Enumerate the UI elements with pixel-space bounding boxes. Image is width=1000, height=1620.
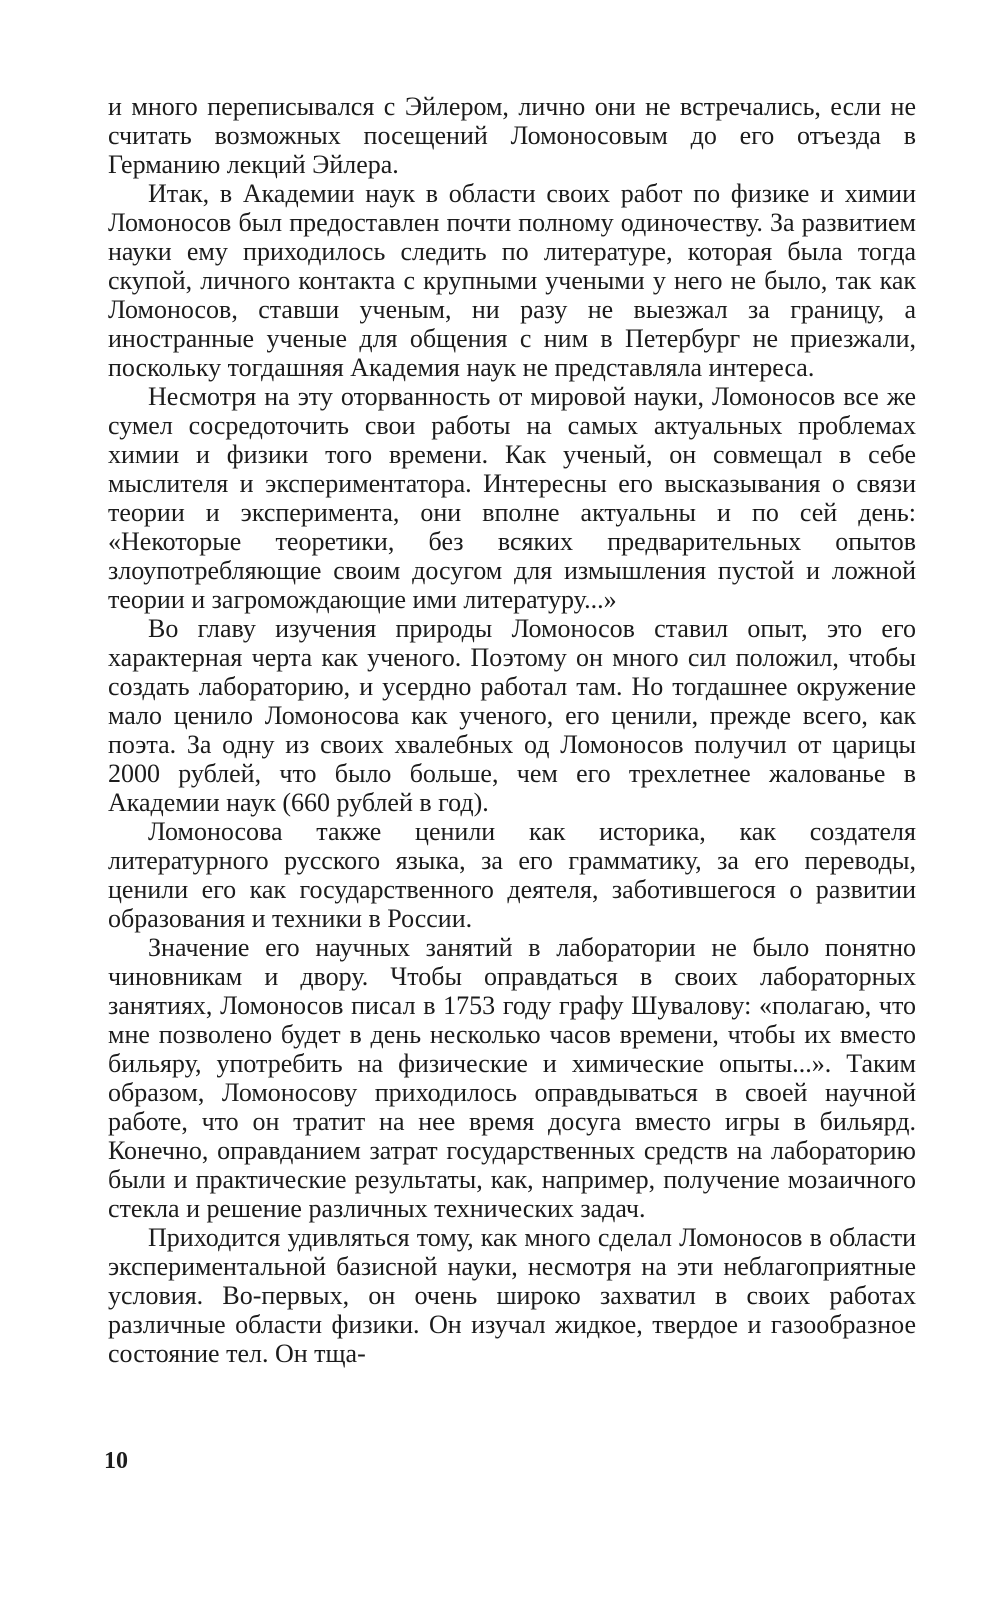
- paragraph-4: Во главу изучения природы Ломоносов ставил опыт, это его характерная черта как ученого. Поэтому он много сил положил, чтобы создать лабораторию, и усердно работал там. Но тогдашнее окружение мало ценило Ломоносова как ученого, его ценили, прежде всего, как поэта. За одну из своих хвалебных од Ломоносов получил от царицы 2000 рублей, что было больше, чем его трехлетнее жалованье в Академии наук (660 рублей в год).: [108, 614, 916, 817]
- paragraph-1: и много переписывался с Эйлером, лично они не встречались, если не считать возможных посещений Ломоносовым до его отъезда в Германию лекций Эйлера.: [108, 92, 916, 179]
- paragraph-5: Ломоносова также ценили как историка, как создателя литературного русского языка, за его грамматику, за его переводы, ценили его как государственного деятеля, заботившегося о развитии образования и техники в России.: [108, 817, 916, 933]
- body-text: [108, 92, 916, 1368]
- page-number: 10: [104, 1448, 128, 1474]
- paragraph-2: Итак, в Академии наук в области своих работ по физике и химии Ломоносов был предоставлен почти полному одиночеству. За развитием науки ему приходилось следить по литературе, которая была тогда скупой, личного контакта с крупными учеными у него не было, так как Ломоносов, ставши ученым, ни разу не выезжал за границу, а иностранные ученые для общения с ним в Петербург не приезжали, поскольку тогдашняя Академия наук не представляла интереса.: [108, 179, 916, 382]
- paragraph-3: Несмотря на эту оторванность от мировой науки, Ломоносов все же сумел сосредоточить свои работы на самых актуальных проблемах химии и физики того времени. Как ученый, он совмещал в себе мыслителя и экспериментатора. Интересны его высказывания о связи теории и эксперимента, они вполне актуальны и по сей день: «Некоторые теоретики, без всяких предварительных опытов злоупотребляющие своим досугом для измышления пустой и ложной теории и загромождающие ими литературу...»: [108, 382, 916, 614]
- paragraph-7: Приходится удивляться тому, как много сделал Ломоносов в области экспериментальной базисной науки, несмотря на эти неблагоприятные условия. Во-первых, он очень широко захватил в своих работах различные области физики. Он изучал жидкое, твердое и газообразное состояние тел. Он тща-: [108, 1223, 916, 1368]
- paragraph-6: Значение его научных занятий в лаборатории не было понятно чиновникам и двору. Чтобы оправдаться в своих лабораторных занятиях, Ломоносов писал в 1753 году графу Шувалову: «полагаю, что мне позволено будет в день несколько часов времени, чтобы их вместо бильяру, употребить на физические и химические опыты...». Таким образом, Ломоносову приходилось оправдываться в своей научной работе, что он тратит на нее время досуга вместо игры в бильярд. Конечно, оправданием затрат государственных средств на лабораторию были и практические результаты, как, например, получение мозаичного стекла и решение различных технических задач.: [108, 933, 916, 1223]
